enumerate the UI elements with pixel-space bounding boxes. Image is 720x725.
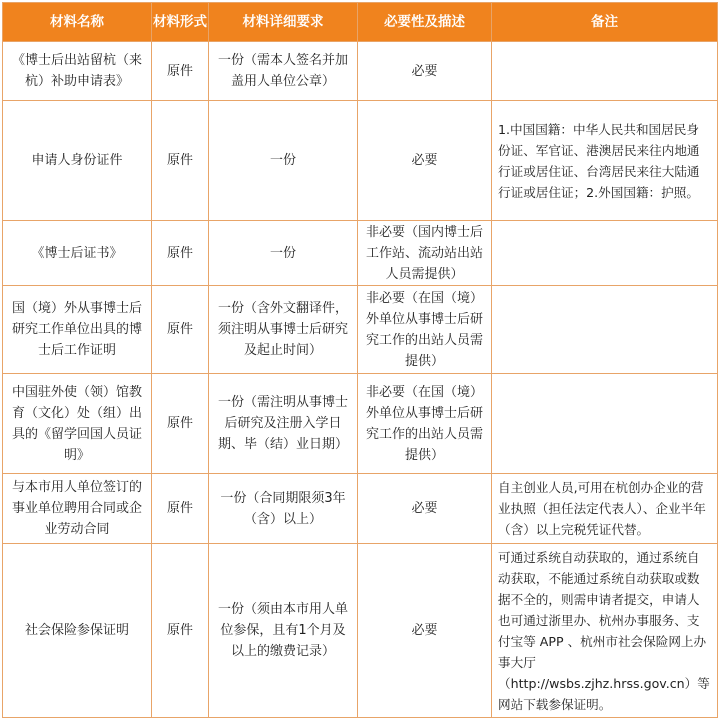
table-row — [3, 374, 718, 474]
cell-material-form: 原件 — [152, 544, 209, 718]
cell-material-name: 国（境）外从事博士后研究工作单位出具的博士后工作证明 — [3, 286, 152, 374]
cell-necessity: 必要 — [358, 544, 492, 718]
cell-material-detail: 一份（需注明从事博士后研究及注册入学日期、毕（结）业日期） — [209, 374, 358, 474]
header-material-name: 材料名称 — [3, 3, 152, 42]
cell-necessity: 非必要（在国（境）外单位从事博士后研究工作的出站人员需提供） — [358, 286, 492, 374]
cell-remarks — [492, 221, 718, 286]
cell-material-detail: 一份（须由本市用人单位参保，且有1个月及以上的缴费记录） — [209, 544, 358, 718]
table-row — [3, 544, 718, 718]
table-row — [3, 474, 718, 544]
table-row — [3, 101, 718, 221]
cell-material-form: 原件 — [152, 474, 209, 544]
cell-material-detail: 一份（合同期限须3年（含）以上） — [209, 474, 358, 544]
cell-necessity: 非必要（国内博士后工作站、流动站出站人员需提供） — [358, 221, 492, 286]
cell-material-form: 原件 — [152, 286, 209, 374]
cell-material-detail: 一份 — [209, 101, 358, 221]
header-material-form: 材料形式 — [152, 3, 209, 42]
cell-material-form: 原件 — [152, 221, 209, 286]
cell-remarks: 可通过系统自动获取的，通过系统自动获取，不能通过系统自动获取或数据不全的，则需申请者提交，申请人也可通过浙里办、杭州办事服务、支付宝等 APP 、杭州市社会保险网上办事大厅（http://wsbs.zjhz.hrss.gov.cn）等网站下载参保证明。 — [492, 544, 718, 718]
cell-remarks: 自主创业人员,可用在杭创办企业的营业执照（担任法定代表人）、企业半年（含）以上完税凭证代替。 — [492, 474, 718, 544]
cell-material-name: 申请人身份证件 — [3, 101, 152, 221]
cell-remarks — [492, 42, 718, 101]
header-remarks: 备注 — [492, 3, 718, 42]
header-material-detail: 材料详细要求 — [209, 3, 358, 42]
cell-necessity: 必要 — [358, 101, 492, 221]
cell-material-detail: 一份（需本人签名并加盖用人单位公章） — [209, 42, 358, 101]
cell-necessity: 必要 — [358, 474, 492, 544]
cell-necessity: 非必要（在国（境）外单位从事博士后研究工作的出站人员需提供） — [358, 374, 492, 474]
cell-remarks — [492, 286, 718, 374]
table-header-row — [3, 3, 718, 42]
cell-remarks — [492, 374, 718, 474]
cell-material-name: 《博士后出站留杭（来杭）补助申请表》 — [3, 42, 152, 101]
header-necessity: 必要性及描述 — [358, 3, 492, 42]
cell-material-name: 中国驻外使（领）馆教育（文化）处（组）出具的《留学回国人员证明》 — [3, 374, 152, 474]
cell-material-name: 《博士后证书》 — [3, 221, 152, 286]
cell-material-detail: 一份 — [209, 221, 358, 286]
cell-material-name: 与本市用人单位签订的事业单位聘用合同或企业劳动合同 — [3, 474, 152, 544]
cell-material-form: 原件 — [152, 101, 209, 221]
table-row — [3, 221, 718, 286]
cell-material-form: 原件 — [152, 374, 209, 474]
materials-table — [2, 2, 718, 718]
cell-material-form: 原件 — [152, 42, 209, 101]
cell-material-name: 社会保险参保证明 — [3, 544, 152, 718]
cell-material-detail: 一份（含外文翻译件，须注明从事博士后研究及起止时间） — [209, 286, 358, 374]
cell-necessity: 必要 — [358, 42, 492, 101]
table-row — [3, 286, 718, 374]
table-row — [3, 42, 718, 101]
cell-remarks: 1.中国国籍：中华人民共和国居民身份证、军官证、港澳居民来往内地通行证或居住证、台湾居民来往大陆通行证或居住证；2.外国国籍：护照。 — [492, 101, 718, 221]
